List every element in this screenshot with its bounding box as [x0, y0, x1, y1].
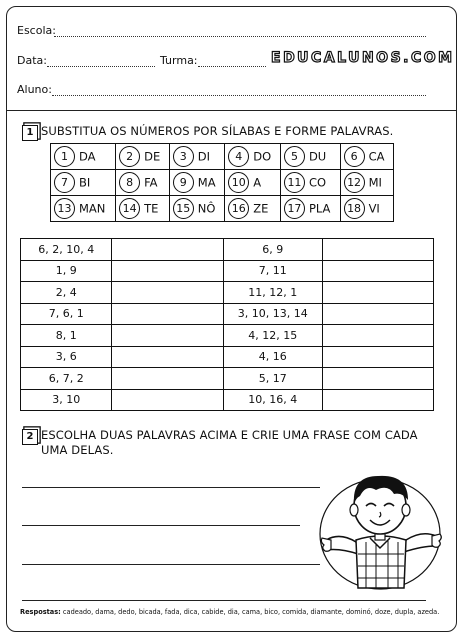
class-field[interactable] — [198, 66, 266, 67]
syllable-text: PLA — [308, 201, 331, 216]
syllable-number: 12 — [344, 172, 365, 193]
syllable-number: 2 — [119, 146, 140, 167]
syllable-cell — [340, 196, 393, 222]
syllable-number: 1 — [54, 146, 75, 167]
syllable-number: 9 — [173, 172, 194, 193]
table-row — [21, 368, 434, 390]
syllable-cell — [116, 144, 170, 170]
date-label: Data: — [17, 54, 47, 67]
number-cue: 11, 12, 1 — [223, 282, 322, 304]
exercise2-instruction: ESCOLHA DUAS PALAVRAS ACIMA E CRIE UMA FRASE COM CADA UMA DELAS. — [41, 428, 418, 457]
exercise1-instruction: SUBSTITUA OS NÚMEROS POR SÍLABAS E FORME PALAVRAS. — [41, 124, 394, 138]
answer-cell[interactable] — [112, 389, 223, 411]
syllable-text: MAN — [79, 201, 106, 216]
school-field[interactable] — [54, 36, 426, 37]
syllable-text: CO — [308, 175, 327, 190]
number-cue: 6, 9 — [223, 239, 322, 261]
syllable-number: 7 — [54, 172, 75, 193]
syllable-cell — [169, 144, 225, 170]
table-row — [21, 346, 434, 368]
number-cue: 3, 10 — [21, 389, 112, 411]
number-cue: 7, 6, 1 — [21, 303, 112, 325]
syllable-cell — [340, 170, 393, 196]
syllable-number: 17 — [284, 198, 305, 219]
number-cue: 10, 16, 4 — [223, 389, 322, 411]
answer-cell[interactable] — [322, 260, 433, 282]
syllable-cell — [340, 144, 393, 170]
answer-cell[interactable] — [322, 239, 433, 261]
answers-note — [20, 608, 440, 617]
syllable-cell — [280, 170, 340, 196]
answer-cell[interactable] — [112, 260, 223, 282]
syllable-number: 10 — [228, 172, 249, 193]
answer-cell[interactable] — [112, 368, 223, 390]
syllable-cell — [225, 196, 281, 222]
answers-label: Respostas: — [20, 608, 61, 616]
number-cue: 3, 10, 13, 14 — [223, 303, 322, 325]
number-cue: 6, 2, 10, 4 — [21, 239, 112, 261]
syllable-number: 3 — [173, 146, 194, 167]
student-field[interactable] — [52, 95, 426, 96]
table-row — [21, 389, 434, 411]
syllable-number: 4 — [228, 146, 249, 167]
syllable-cell — [51, 196, 116, 222]
syllable-row — [51, 170, 394, 196]
syllable-text: MA — [197, 175, 216, 190]
words-table — [20, 238, 434, 411]
syllable-text: DE — [144, 149, 161, 164]
syllable-number: 5 — [284, 146, 305, 167]
answer-cell[interactable] — [322, 325, 433, 347]
answer-cell[interactable] — [112, 325, 223, 347]
number-cue: 1, 9 — [21, 260, 112, 282]
syllable-cell — [169, 170, 225, 196]
syllable-cell — [169, 196, 225, 222]
syllable-cell — [280, 196, 340, 222]
answer-cell[interactable] — [322, 346, 433, 368]
header-divider — [6, 110, 457, 111]
class-label: Turma: — [160, 54, 198, 67]
writing-line[interactable] — [22, 525, 300, 526]
syllable-number: 11 — [284, 172, 305, 193]
syllable-text: VI — [368, 201, 380, 216]
syllable-cell — [51, 170, 116, 196]
number-cue: 3, 6 — [21, 346, 112, 368]
syllable-text: DU — [308, 149, 327, 164]
answer-cell[interactable] — [112, 282, 223, 304]
exercise-number-icon: 1 — [22, 125, 38, 141]
writing-line[interactable] — [22, 600, 426, 601]
answer-cell[interactable] — [322, 389, 433, 411]
educalunos-logo: EDUCALUNOS.COM — [271, 50, 455, 66]
answer-cell[interactable] — [112, 239, 223, 261]
number-cue: 5, 17 — [223, 368, 322, 390]
answer-cell[interactable] — [112, 346, 223, 368]
syllable-text: FA — [144, 175, 158, 190]
table-row — [21, 260, 434, 282]
syllable-number: 13 — [54, 198, 75, 219]
number-cue: 6, 7, 2 — [21, 368, 112, 390]
syllable-cell — [116, 196, 170, 222]
syllable-cell — [280, 144, 340, 170]
number-cue: 2, 4 — [21, 282, 112, 304]
syllable-text: A — [253, 175, 262, 190]
syllable-number: 15 — [173, 198, 194, 219]
school-label: Escola: — [17, 24, 56, 37]
syllable-text: CA — [368, 149, 385, 164]
answers-text: cadeado, dama, dedo, bicada, fada, dica, cabide, dia, cama, bico, comida, diamante, dominó, doze, dupla, azeda. — [62, 608, 440, 616]
answer-cell[interactable] — [322, 368, 433, 390]
answer-cell[interactable] — [322, 282, 433, 304]
answer-cell[interactable] — [112, 303, 223, 325]
syllable-cell — [51, 144, 116, 170]
syllable-text: ZE — [253, 201, 269, 216]
syllable-row — [51, 196, 394, 222]
writing-line[interactable] — [22, 487, 320, 488]
syllable-number: 8 — [119, 172, 140, 193]
syllable-text: DO — [253, 149, 272, 164]
answer-cell[interactable] — [322, 303, 433, 325]
syllable-text: NÔ — [197, 201, 216, 216]
syllable-row — [51, 144, 394, 170]
syllable-text: MI — [368, 175, 382, 190]
number-cue: 4, 16 — [223, 346, 322, 368]
syllable-cell — [225, 144, 281, 170]
table-row — [21, 303, 434, 325]
student-label: Aluno: — [17, 83, 52, 96]
number-cue: 4, 12, 15 — [223, 325, 322, 347]
syllable-number: 6 — [344, 146, 365, 167]
syllable-cell — [116, 170, 170, 196]
number-cue: 7, 11 — [223, 260, 322, 282]
syllable-text: BI — [79, 175, 91, 190]
table-row — [21, 325, 434, 347]
syllable-number: 16 — [228, 198, 249, 219]
syllable-number: 18 — [344, 198, 365, 219]
syllable-text: DI — [197, 149, 211, 164]
syllable-cell — [225, 170, 281, 196]
syllable-text: TE — [144, 201, 159, 216]
exercise-number-icon: 2 — [22, 429, 38, 445]
syllable-text: DA — [79, 149, 96, 164]
syllable-table — [50, 143, 394, 222]
table-row — [21, 239, 434, 261]
table-row — [21, 282, 434, 304]
date-field[interactable] — [47, 66, 155, 67]
boy-illustration — [318, 462, 444, 592]
writing-line[interactable] — [22, 564, 320, 565]
number-cue: 8, 1 — [21, 325, 112, 347]
syllable-number: 14 — [119, 198, 140, 219]
